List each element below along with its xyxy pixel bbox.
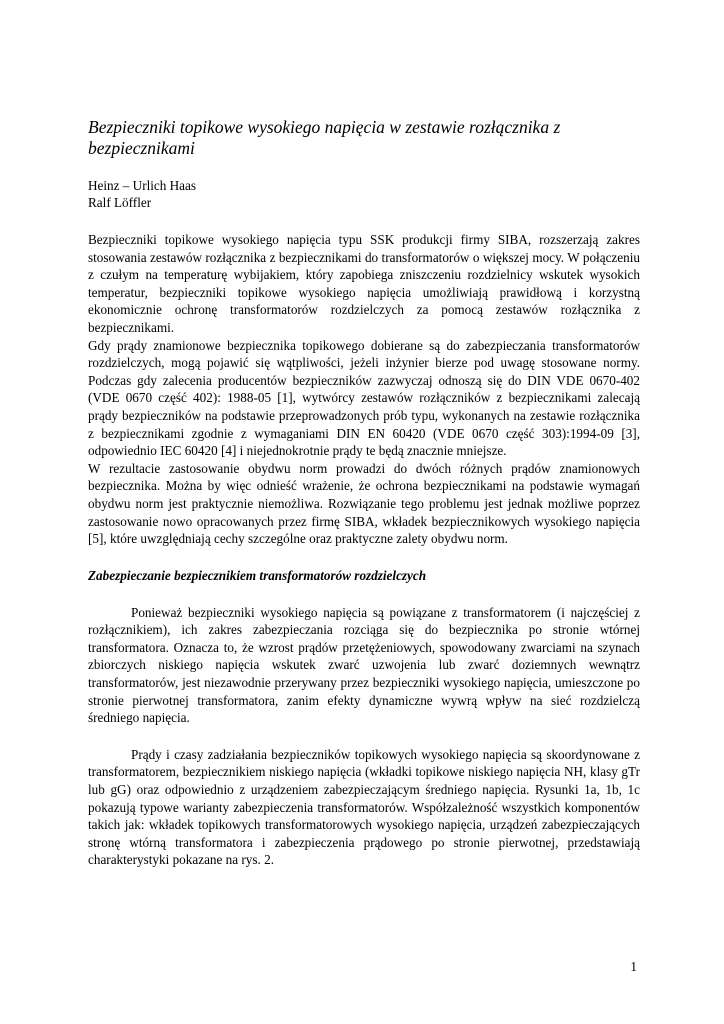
intro-paragraph: W rezultacie zastosowanie obydwu norm prowadzi do dwóch różnych prądów znamionowych bezpiecznika. Można by więc odnieść wrażenie, że ochrona bezpiecznikami na podstawie wymagań obydwu norm jest praktycznie niemożliwa. Rozwiązanie tego problemu jest jednak możliwe poprzez zastosowanie nowo opracowanych przez firmę SIBA, wkładek bezpiecznikowych wysokiego napięcia [5], które uwzględniają cechy szczególne oraz praktyczne zalety obydwu norm.	[88, 460, 640, 547]
author-list	[88, 178, 640, 211]
document-title: Bezpieczniki topikowe wysokiego napięcia w zestawie rozłącznika z bezpiecznikami	[88, 117, 561, 158]
author-name: Heinz – Urlich Haas	[88, 178, 197, 193]
page-number: 1	[630, 959, 637, 974]
intro-paragraph: Bezpieczniki topikowe wysokiego napięcia typu SSK produkcji firmy SIBA, rozszerzają zakres stosowania zestawów rozłącznika z bezpiecznikami do transformatorów o większej mocy. W połączeniu z czułym na temperaturę wybijakiem, który zapobiega zniszczeniu rozdzielnicy wskutek wysokich temperatur, bezpieczniki topikowe wysokiego napięcia umożliwiają prawidłową i korzystną ekonomicznie ochronę transformatorów rozdzielczych za pomocą zestawów rozłącznika z bezpiecznikami.	[88, 232, 640, 335]
body-paragraph: Prądy i czasy zadziałania bezpieczników topikowych wysokiego napięcia są skoordynowane z transformatorem, bezpiecznikiem niskiego napięcia (wkładki topikowe niskiego napięcia NH, klasy gTr lub gG) oraz odpowiednio z urządzeniem zabezpieczającym średniego napięcia. Rysunki 1a, 1b, 1c pokazują typowe warianty zabezpieczenia transformatorów. Współzależność wszystkich komponentów takich jak: wkładek topikowych transformatorowych wysokiego napięcia, urządzeń zabezpieczających stronę wtórną transformatora i zabezpieczenia prądowego po stronie pierwotnej, przedstawiają charakterystyki pokazane na rys. 2.	[88, 746, 640, 868]
body-paragraph: Ponieważ bezpieczniki wysokiego napięcia są powiązane z transformatorem (i najczęściej z rozłącznikiem), ich zakres zabezpieczania rozciąga się do bezpiecznika po stronie wtórnej transformatora. Oznacza to, że wzrost prądów przetężeniowych, spowodowany zwarciami na szynach zbiorczych niskiego napięcia wskutek zwarć uzwojenia lub zwarć doziemnych wewnątrz transformatorów, jest niezawodnie przerywany przez bezpieczniki wysokiego napięcia, umieszczone po stronie pierwotnej transformatora, zanim efekty dynamiczne wywrą wpływ na sieć rozdzielczą średniego napięcia.	[88, 604, 640, 726]
section-heading: Zabezpieczanie bezpiecznikiem transformatorów rozdzielczych	[88, 567, 427, 583]
intro-paragraph: Gdy prądy znamionowe bezpiecznika topikowego dobierane są do zabezpieczania transformatorów rozdzielczych, mogą pojawić się wątpliwości, jeżeli inżynier bierze pod uwagę stosowane normy. Podczas gdy zalecenia producentów bezpieczników zazwyczaj odnoszą się do DIN VDE 0670-402 (VDE 0670 część 402): 1988-05 [1], wytwórcy zestawów rozłączników z bezpiecznikami zalecają prądy bezpieczników na podstawie przeprowadzonych prób typu, wykonanych na zestawie rozłącznika z bezpiecznikami zgodnie z wymaganiami DIN EN 60420 (VDE 0670 część 303):1994-09 [3], odpowiednio IEC 60420 [4] i niejednokrotnie prądy te będą znacznie mniejsze.	[88, 337, 640, 459]
author-name: Ralf Löffler	[88, 194, 152, 210]
document-page	[88, 117, 640, 869]
